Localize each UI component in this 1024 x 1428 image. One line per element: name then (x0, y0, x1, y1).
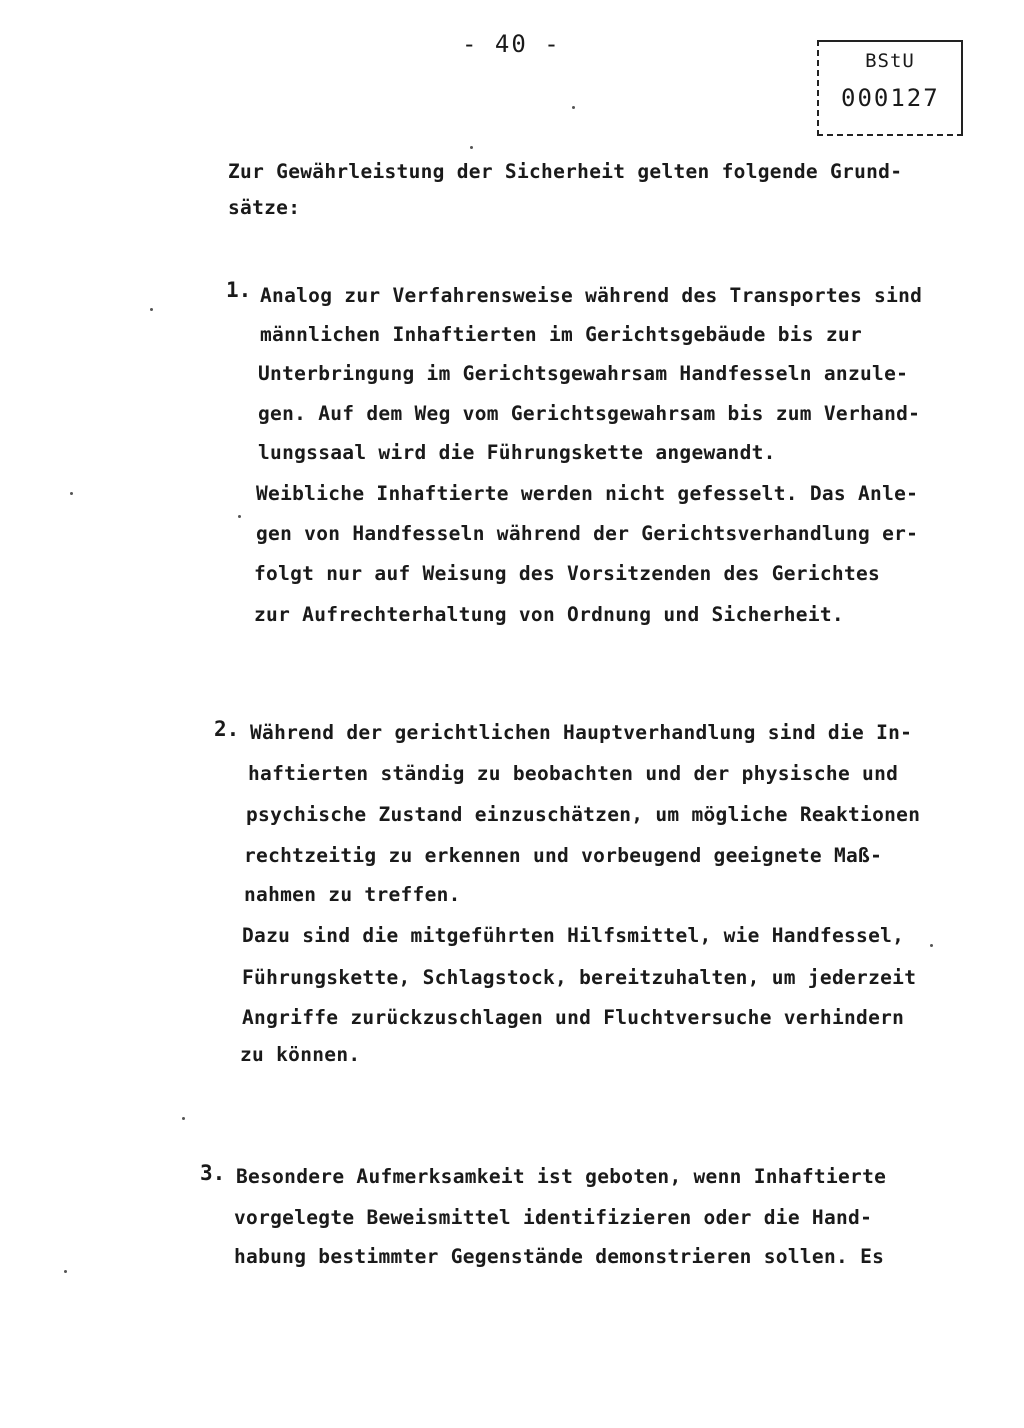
item-2-line: nahmen zu treffen. (244, 883, 461, 906)
scan-speck (930, 944, 933, 947)
item-3-line: habung bestimmter Gegenstände demonstrieren sollen. Es (234, 1245, 885, 1268)
item-1-line: zur Aufrechterhaltung von Ordnung und Sicherheit. (254, 603, 844, 626)
item-2-line: rechtzeitig zu erkennen und vorbeugend geeignete Maß- (244, 844, 883, 867)
item-3-line: Besondere Aufmerksamkeit ist geboten, wenn Inhaftierte (236, 1165, 887, 1188)
item-1-line: gen von Handfesseln während der Gerichtsverhandlung er- (256, 522, 919, 545)
item-1-line: männlichen Inhaftierten im Gerichtsgebäude bis zur (260, 323, 862, 346)
scan-speck (64, 1270, 67, 1273)
stamp-label: BStU (865, 50, 915, 72)
item-1-line: folgt nur auf Weisung des Vorsitzenden des Gerichtes (254, 562, 881, 585)
archive-stamp (817, 40, 963, 136)
page-number: - 40 - (462, 30, 561, 58)
item-3-line: vorgelegte Beweismittel identifizieren oder die Hand- (234, 1206, 873, 1229)
item-1-line: Weibliche Inhaftierte werden nicht gefesselt. Das Anle- (256, 482, 919, 505)
item-2-line: Dazu sind die mitgeführten Hilfsmittel, wie Handfessel, (242, 924, 905, 947)
intro-line: sätze: (228, 196, 301, 219)
item-1-line: gen. Auf dem Weg vom Gerichtsgewahrsam bis zum Verhand- (258, 402, 921, 425)
item-2-line: Während der gerichtlichen Hauptverhandlung sind die In- (250, 721, 913, 744)
item-2-line: Angriffe zurückzuschlagen und Fluchtversuche verhindern (242, 1006, 905, 1029)
scan-speck (150, 308, 153, 311)
item-2-line: haftierten ständig zu beobachten und der physische und (248, 762, 899, 785)
stamp-number: 000127 (841, 84, 940, 112)
item-2-line: Führungskette, Schlagstock, bereitzuhalten, um jederzeit (242, 966, 917, 989)
item-1-line: Analog zur Verfahrensweise während des Transportes sind (260, 284, 923, 307)
intro-line: Zur Gewährleistung der Sicherheit gelten folgende Grund- (228, 160, 903, 183)
item-1-line: lungssaal wird die Führungskette angewandt. (258, 441, 776, 464)
item-2-line: zu können. (240, 1043, 361, 1066)
scan-speck (238, 515, 241, 518)
scan-speck (470, 146, 473, 149)
item-2-marker: 2. (214, 717, 240, 741)
item-1-marker: 1. (226, 278, 252, 302)
scan-speck (572, 106, 575, 109)
scan-speck (182, 1117, 185, 1120)
item-1-line: Unterbringung im Gerichtsgewahrsam Handfesseln anzule- (258, 362, 909, 385)
scan-speck (70, 492, 73, 495)
item-3-marker: 3. (200, 1161, 226, 1185)
item-2-line: psychische Zustand einzuschätzen, um mögliche Reaktionen (246, 803, 921, 826)
